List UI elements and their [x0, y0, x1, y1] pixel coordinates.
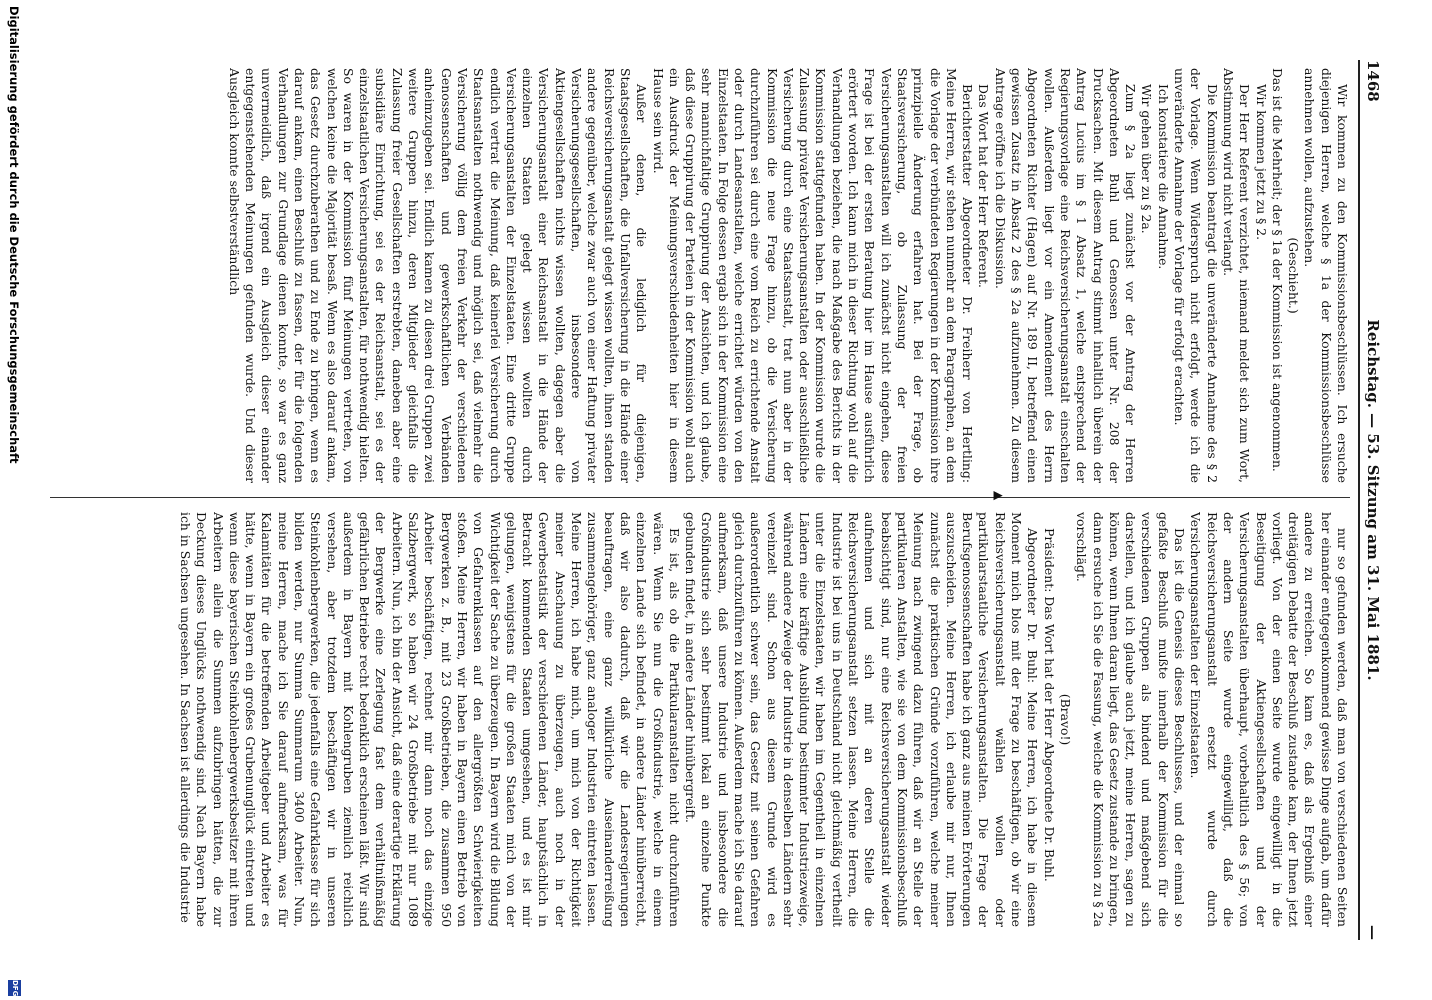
paragraph: Abgeordneter Dr. Buhl: Meine Herren, ich habe in diesem Moment mich blos mit der Frage zu beschäftigen, ob wir eine Reichsversicherungsanstalt wählen wollen oder partikularstaatliche Versicherungsanstalten. Die Frage der Berufsgenossenschaften habe ich ganz aus meinen Erörterungen auszuscheiden. Meine Herren, ich erlaube mir nur, Ihnen zunächst die praktischen Gründe vorzuführen, welche meiner Meinung nach zwingend dazu führen, daß wir an Stelle der partikularen Anstalten, wie sie von dem Kommissionsbeschluß beabsichtigt sind, nur eine Reichsversicherungsanstalt wieder aufnehmen und sich mit an deren Stelle die Reichsversicherungsanstalt setzen lassen. Meine Herren, die Industrie ist bei uns in Deutschland nicht gleichmäßig vertheilt unter die Einzelstaaten, wir haben im Gegentheil in einzelnen Ländern eine kräftige Ausbildung bestimmter Industriezweige, während andere Zweige der Industrie in denselben Ländern sehr vereinzelt sind. Schon aus diesem Grunde wird es außerordentlich schwer sein, das Gesetz mit seinen Gefahren gleich durchzuführen zu können. Außerdem mache ich Sie darauf aufmerksam, daß unsere Industrie und insbesondere die Großindustrie sich sehr bestimmt lokal an einzelne Punkte gebunden findet, in andere Länder hinübergreift.	[683, 512, 1041, 927]
paragraph: Die Kommission beantragt die unveränderte Annahme des § 2 der Vorlage. Wenn Widerspruch nicht erfolgt, werde ich die unveränderte Annahme der Vorlage für erfolgt erachten.	[1172, 68, 1220, 483]
paragraph: nur so gefunden werden, daß man von verschiedenen Seiten her einander entgegenkommend gewisse Dinge aufgab, um dafür andere zu erreichen. So kam es, daß als Ergebniß einer dreitägigen Debatte der Beschluß zustande kam, der Ihnen jetzt vorliegt. Von der einen Seite wurde eingewilligt in die Beseitigung der Aktiengesellschaften und der Versicherungsanstalten überhaupt, vorbehaltlich des § 56; von der andern Seite wurde eingewilligt, daß die Reichsversicherungsanstalt ersetzt wurde durch Versicherungsanstalten der Einzelstaaten.	[1188, 512, 1350, 927]
paragraph: Wir kommen jetzt zu § 2.	[1253, 84, 1269, 241]
column-divider	[50, 497, 1350, 498]
paragraph: Das ist die Genesis dieses Beschlusses, und der einmal so gefaßte Beschluß mußte innerhalb der Kommission für die verschiedenen Gruppen als bindend und maßgebend sich darstellen, und ich glaube auch jetzt, meine Herren, sagen zu können, wenn Ihnen daran liegt, das Gesetz zustande zu bringen, dann ersuche ich Sie die Fassung, welche die Kommission zu § 2a vorschlägt.	[1074, 512, 1188, 927]
digitization-footer	[5, 0, 23, 1000]
paragraph: Es ist, als ob die Partikularanstalten nicht durchzuführen wären. Wenn Sie nun die Großindustrie, welche in einem einzelnen Lande sich befindet, in andere Länder hinüberreicht, daß wir also dadurch, daß wir die Landesregierungen beauftragen, eine ganz willkürliche Auseinanderreißung zusammengehöriger, ganz analoger Industrien eintreten lassen. Meine Herren, ich habe mich, um mich von der Richtigkeit meiner Anschauung zu überzeugen, auch noch in der Gewerbestatistik der verschiedenen Länder, hauptsächlich in Betracht kommenden Staaten umgesehen, und es ist mir gelungen, wenigstens für die großen Staaten mich von der Wichtigkeit der Sache zu überzeugen. In Bayern wird die Bildung von Gefahrenklassen auf den allergrößten Schwierigkeiten stoßen. Meine Herren, wir haben in Bayern einen Betrieb von Bergwerken z. B., mit 23 Großbetrieben, die zusammen 950 Arbeiter beschäftigen, rechnet mir dann noch das einzige Salzbergwerk, so haben wir 24 Großbetriebe mit nur 1089 Arbeitern. Nun, ich bin der Ansicht, daß eine derartige Erklärung der Bergwerke eine Zerlegung fast dem verhältnißmäßig gefährlichen Betriebe recht bedenklich erscheinen läßt. Wir sind außerdem in Bayern mit Kohlengruben ziemlich reichlich versehen, aber trotzdem beschäftigen wir in unseren Steinkohlenbergwerken, die jedenfalls eine Gefahrklasse für sich bilden werden, nur Summa Summarum 3400 Arbeiter. Nun, meine Herren, mache ich Sie darauf aufmerksam, was für Kalamitäten für die betreffenden Arbeitgeber und Arbeiter es hätte, wenn in Bayern ein großes Grubenunglück eintreten und wenn diese bayerischen Steinkohlenbergwerksbesitzer mit ihren Arbeitern allein die Summen aufzubringen hätten, die zur Deckung dieses Unglücks nothwendig sind. Nach Bayern habe ich in Sachsen ungesehen. In Sachsen ist allerdings die Industrie	[177, 512, 682, 927]
paragraph: Zum § 2a liegt zunächst vor der Antrag der Herren Abgeordneten Buhl und Genossen unter Nr. 208 der Drucksachen. Mit diesem Antrag stimmt inhaltlich überein der Antrag Lucius im § 1 Absatz 1, welche entsprechend der Regierungsvorlage eine Reichsversicherungsanstalt einschalten wollen. Außerdem liegt vor ein Amendement des Herrn Abgeordneten Richter (Hagen) auf Nr. 189 II, betreffend einen gewissen Zusatz in Absatz 2 des § 2a aufzunehmen. Zu diesem Antrage eröffne ich die Diskussion.	[992, 68, 1139, 483]
left-column	[40, 68, 1350, 483]
dfg-logo: DFG	[8, 980, 21, 996]
paragraph: (Bravo!)	[1057, 693, 1073, 746]
funding-notice: Digitalisierung gefördert durch die Deutsche Forschungsgemeinschaft	[7, 6, 21, 464]
page-header	[1358, 60, 1382, 940]
paragraph: Wir kommen zu den Kommissionsbeschlüssen. Ich ersuche diejenigen Herren, welche § 1a der Kommissionsbeschlüsse annehmen wollen, aufzustehen.	[1302, 68, 1350, 483]
paragraph: Außer denen, die lediglich für diejenigen, Staatsgesellschaften, die Unfallversicherung in die Hände einer Reichsversicherungsanstalt gelegt wissen wollten, ihnen standen andere gegenüber, welche zwar auch von einer Haftung privater Versicherungsgesellschaften, insbesondere von Aktiengesellschaften nichts wissen wollten, dagegen aber die Versicherungsanstalt einer Reichsanstalt in die Hände der einzelnen Staaten gelegt wissen wollten durch Versicherungsanstalten der Einzelstaaten. Eine dritte Gruppe endlich vertrat die Meinung, daß keinerlei Versicherung durch Staatsanstalten nothwendig und möglich sei, daß vielmehr die Versicherung völlig dem freien Verkehr der verschiedenen Genossenschaften und gewerkschaftlichen Verbänden anheimzugeben sei. Endlich kamen zu diesen drei Gruppen zwei weitere Gruppen hinzu, deren Mitglieder gleichfalls die Zulassung freier Gesellschaften erstrebten, daneben aber eine subsidiäre Einrichtung, sei es der Reichsanstalt, sei es der einzelstaatlichen Versicherungsanstalten, für nothwendig hielten. So waren in der Kommission fünf Meinungen vertreten, von welchen keine die Majorität besaß. Wenn es also darauf ankam, das Gesetz durchzuberathen und zu Ende zu bringen, wenn es darauf ankam, einen Beschluß zu fassen, der für die folgenden Verhandlungen zur Grundlage dienen konnte, so war es ganz unvermeidlich, daß irgend ein Ausgleich dieser einander entgegenstehenden Meinungen gefunden wurde. Und dieser Ausgleich konnte selbstverständlich	[226, 68, 650, 483]
right-column	[40, 512, 1350, 927]
header-dash: —	[1364, 925, 1382, 940]
paragraph: Das ist die Mehrheit; der § 1a der Kommission ist angenommen.	[1269, 68, 1285, 472]
paragraph: Das Wort hat der Herr Referent.	[976, 84, 992, 288]
page-number: 1468	[1364, 60, 1382, 102]
running-title: Reichstag. — 53. Sitzung am 31. Mai 1881.	[1364, 319, 1382, 681]
paragraph: Der Herr Referent verzichtet, niemand meldet sich zum Wort, Abstimmung wird nicht verlangt.	[1220, 68, 1253, 483]
paragraph: Ich konstatiere die Annahme.	[1155, 84, 1171, 270]
paragraph: (Geschieht.)	[1286, 237, 1302, 314]
paragraph: Präsident: Das Wort hat der Herr Abgeordnete Dr. Buhl.	[1041, 528, 1057, 882]
paragraph: Wir gehen über zu § 2a.	[1139, 84, 1155, 234]
paragraph: Berichterstatter Abgeordneter Dr. Freiherr von Hertling: Meine Herren, wir stehen nunmehr an dem Paragraphen, an dem die Vorlage der verbündeten Regierungen in der Kommission ihre prinzipielle Änderung erfahren hat. Bei der Frage, ob Staatsversicherung, ob Zulassung der freien Versicherungsanstalten will ich zunächst nicht eingehen, diese Frage ist bei der ersten Beratung hier im Hause ausführlich erörtert worden. Ich kann mich in dieser Richtung wohl auf die Verhandlungen beziehen, die nach Maßgabe des Berichts in der Kommission stattgefunden haben. In der Kommission wurde die Zulassung privater Versicherungsanstalten oder ausschließliche Versicherung durch eine Staatsanstalt, trat nun aber in der Kommission die neue Frage hinzu, ob die Versicherung durchzuführen sei durch eine vom Reich zu errichtende Anstalt oder durch Landesanstalten, welche errichtet würden von den Einzelstaaten. In Folge dessen ergab sich in der Kommission eine sehr mannichfaltige Gruppirung der Ansichten, und ich glaube, daß diese Gruppirung der Parteien in der Kommission wohl auch ein Ausdruck der Meinungsverschiedenheiten hier in diesem Hause sein wird.	[650, 68, 976, 483]
divider-arrow-icon: ▲	[992, 491, 1006, 501]
